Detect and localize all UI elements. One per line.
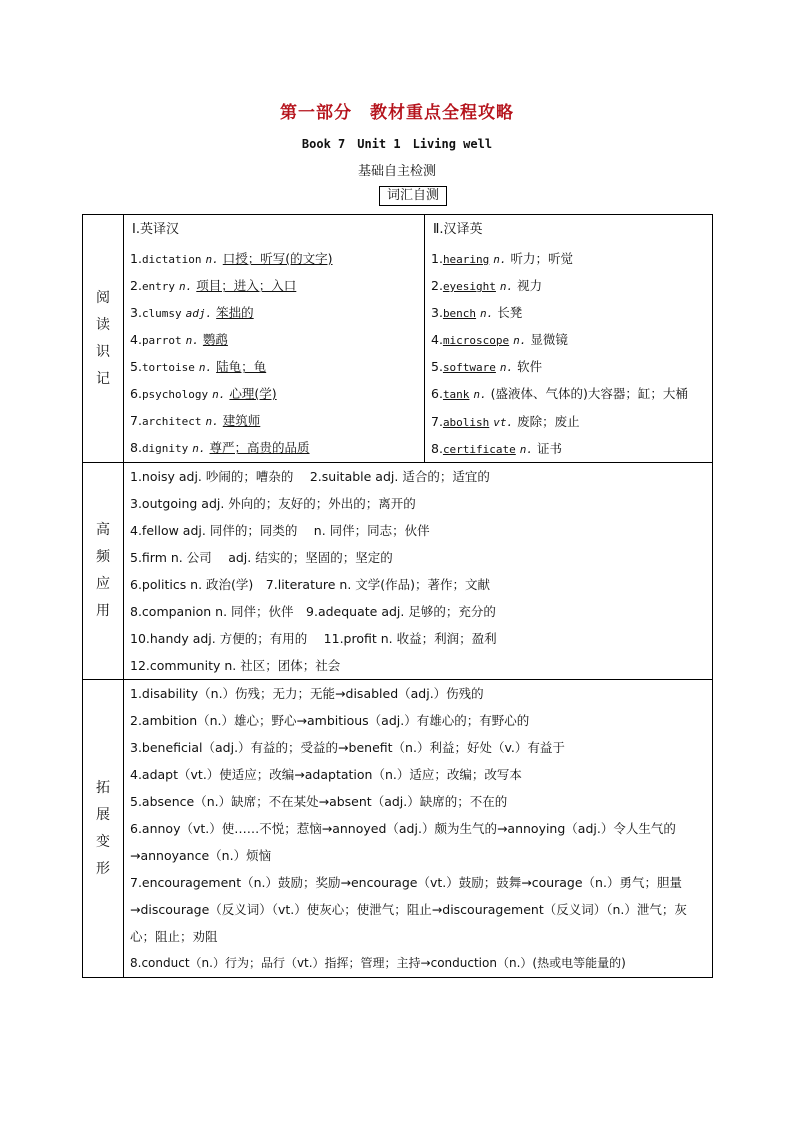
item-pos: n. (473, 388, 487, 401)
item-meaning: 项目；进入；入口 (196, 278, 297, 293)
item-pos: adj. (185, 307, 213, 320)
item-number: 4. (431, 332, 443, 347)
list-item: 5.firm n. 公司 adj. 结实的；坚固的；坚定的 (130, 550, 393, 565)
item-pos: n. (519, 443, 534, 456)
item-word: certificate (442, 443, 516, 456)
vocab-item (425, 380, 712, 408)
list-item: 6.politics n. 政治(学) 7.literature n. 文学(作品)；著作；文献 (130, 577, 491, 592)
item-number: 7. (130, 413, 142, 428)
expand-row (83, 680, 713, 978)
item-number: 1. (130, 251, 142, 266)
vocab-item (425, 272, 712, 299)
item-word: dignity (141, 442, 189, 455)
item-pos: n. (513, 334, 527, 347)
list-item: 10.handy adj. 方便的；有用的 11.profit n. 收益；利润；盈利 (130, 631, 497, 646)
item-meaning: 废除；废止 (517, 414, 580, 429)
item-number: 7. (431, 414, 443, 429)
item-meaning: 软件 (517, 359, 543, 374)
item-word: tank (442, 388, 470, 401)
vocab-item (124, 272, 424, 299)
frequent-row (83, 463, 713, 680)
expand-side-label: 拓 展 变 形 (83, 680, 124, 978)
vocab-test-label: 词汇自测 (379, 186, 447, 206)
list-item: 4.fellow adj. 同伴的；同类的 n. 同伴；同志；伙伴 (130, 523, 430, 538)
item-meaning: 鹦鹉 (202, 332, 228, 347)
item-number: 4. (130, 332, 142, 347)
list-item: 4.adapt（vt.）使适应；改编→adaptation（n.）适应；改编；改写本 (130, 767, 522, 782)
vocab-item (425, 353, 712, 380)
item-meaning: 显微镜 (530, 332, 568, 347)
list-item: 1.noisy adj. 吵闹的；嘈杂的 2.suitable adj. 适合的；适宜的 (130, 469, 490, 484)
item-word: hearing (442, 253, 490, 266)
section-title: 基础自主检测 (357, 164, 436, 179)
list-item: 8.companion n. 同伴；伙伴 9.adequate adj. 足够的；充分的 (130, 604, 496, 619)
vocab-item (425, 326, 712, 353)
unit-title: Book 7 Unit 1 Living well (301, 137, 493, 151)
item-number: 8. (130, 440, 142, 455)
item-pos: n. (205, 415, 219, 428)
item-meaning: 长凳 (497, 305, 523, 320)
item-number: 2. (130, 278, 142, 293)
list-item: 3.outgoing adj. 外向的；友好的；外出的；离开的 (130, 496, 416, 511)
list-item: 2.ambition（n.）雄心；野心→ambitious（adj.）有雄心的；有野心的 (130, 713, 530, 728)
vocab-item (425, 245, 712, 272)
vocab-item (425, 435, 712, 462)
vocab-item (124, 353, 424, 380)
vocab-item (425, 408, 712, 435)
item-number: 3. (130, 305, 142, 320)
vocab-table (82, 214, 713, 978)
item-meaning: 笨拙的 (216, 305, 254, 320)
list-item: 8.conduct（n.）行为；品行（vt.）指挥；管理；主持→conduction（n.）(热或电等能量的) (130, 956, 626, 970)
item-word: abolish (442, 416, 490, 429)
list-item: 12.community n. 社区；团体；社会 (130, 658, 341, 673)
cn-to-en-column (425, 215, 713, 463)
item-pos: n. (205, 253, 219, 266)
item-number: 8. (431, 441, 443, 456)
item-pos: n. (192, 442, 206, 455)
vocab-item (124, 407, 424, 434)
item-word: entry (141, 280, 176, 293)
item-word: architect (141, 415, 202, 428)
item-word: microscope (442, 334, 510, 347)
item-number: 3. (431, 305, 443, 320)
item-word: bench (442, 307, 477, 320)
item-pos: n. (212, 388, 226, 401)
item-pos: n. (493, 253, 507, 266)
item-meaning: (盛液体、气体的)大容器；缸；大桶 (490, 386, 688, 401)
item-meaning: 尊严；高贵的品质 (209, 440, 310, 455)
item-pos: n. (179, 280, 193, 293)
item-meaning: 建筑师 (222, 413, 261, 428)
item-pos: n. (480, 307, 494, 320)
item-word: parrot (141, 334, 182, 347)
item-word: dictation (141, 253, 202, 266)
item-word: eyesight (442, 280, 496, 293)
vocab-item (124, 380, 424, 407)
vocab-item (124, 299, 424, 326)
item-meaning: 心理(学) (229, 386, 277, 401)
item-word: tortoise (141, 361, 195, 374)
item-number: 6. (130, 386, 142, 401)
frequent-content (124, 463, 713, 680)
item-meaning: 陆龟；龟 (216, 359, 267, 374)
item-number: 5. (130, 359, 142, 374)
part-title: 第一部分 教材重点全程攻略 (280, 103, 514, 123)
vocab-item (124, 245, 424, 272)
item-meaning: 口授；听写(的文字) (222, 251, 333, 266)
item-number: 6. (431, 386, 443, 401)
item-number: 1. (431, 251, 443, 266)
item-pos: n. (185, 334, 199, 347)
item-number: 5. (431, 359, 443, 374)
item-pos: n. (499, 280, 514, 293)
expand-content (124, 680, 713, 978)
list-item: 1.disability（n.）伤残；无力；无能→disabled（adj.）伤残的 (130, 686, 484, 701)
reading-row (83, 215, 713, 463)
vocab-item (124, 326, 424, 353)
item-meaning: 听力；听觉 (510, 251, 574, 266)
vocab-item (124, 434, 424, 461)
item-meaning: 视力 (517, 278, 543, 293)
item-meaning: 证书 (537, 441, 563, 456)
reading-side-label: 阅 读 识 记 (83, 215, 124, 463)
cn-to-en-heading: Ⅱ.汉译英 (433, 222, 483, 237)
item-pos: n. (499, 361, 514, 374)
item-word: clumsy (141, 307, 182, 320)
frequent-side-label: 高 频 应 用 (83, 463, 124, 680)
list-item: 7.encouragement（n.）鼓励；奖励→encourage（vt.）鼓励；鼓舞→courage（n.）勇气；胆量→discourage（反义词）（vt.）使灰心；使泄气；阻止→discouragement（反义词）（n.）泄气；灰心；阻止；劝阻 (130, 875, 687, 944)
item-word: software (442, 361, 496, 374)
list-item: 5.absence（n.）缺席；不在某处→absent（adj.）缺席的；不在的 (130, 794, 508, 809)
en-to-cn-heading: Ⅰ.英译汉 (132, 222, 179, 237)
item-pos: vt. (493, 416, 514, 429)
item-number: 2. (431, 278, 443, 293)
list-item: 3.beneficial（adj.）有益的；受益的→benefit（n.）利益；好处（v.）有益于 (130, 740, 565, 755)
item-word: psychology (141, 388, 209, 401)
item-pos: n. (198, 361, 213, 374)
list-item: 6.annoy（vt.）使……不悦；惹恼→annoyed（adj.）颇为生气的→annoying（adj.）令人生气的→annoyance（n.）烦恼 (130, 821, 676, 863)
vocab-item (425, 299, 712, 326)
en-to-cn-column (124, 215, 425, 463)
